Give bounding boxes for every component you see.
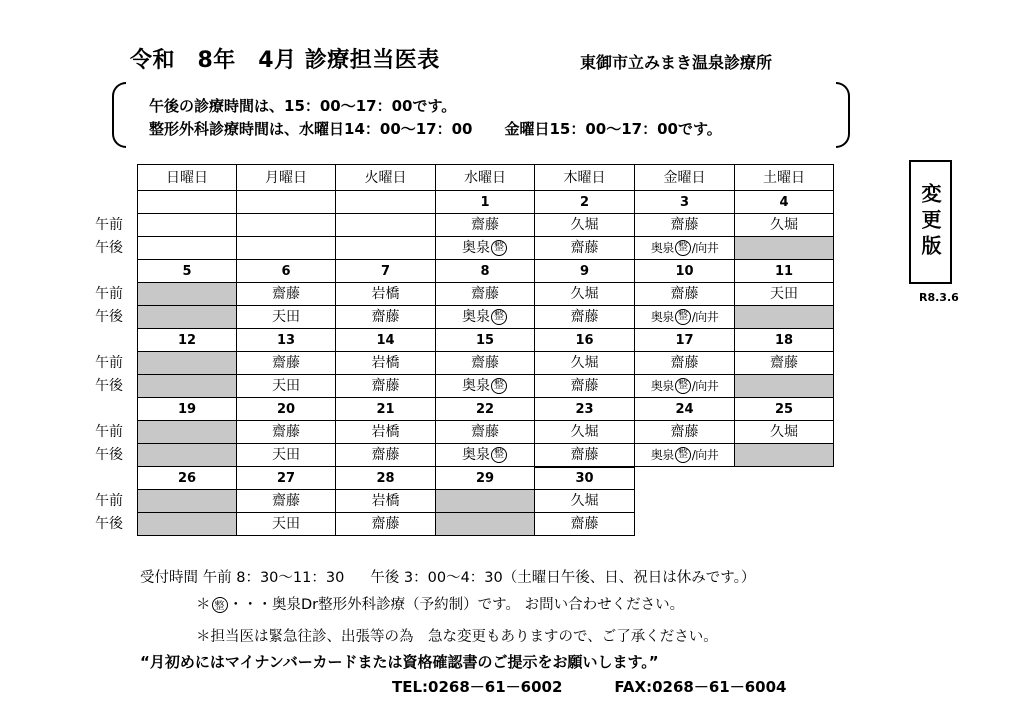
day-header: 水曜日 (436, 164, 535, 191)
morning-doctor-cell (336, 283, 436, 306)
afternoon-doctor-cell (237, 306, 336, 329)
doctor-name: 久堀 (570, 217, 599, 233)
second-doctor-name: /向井 (691, 241, 719, 255)
afternoon-doctor-cell (336, 237, 436, 260)
afternoon-row-label: 午後 (95, 240, 123, 256)
doctor-name: 天田 (272, 516, 300, 532)
closed-cell (137, 375, 237, 398)
reception-afternoon: 午後 3：00～4：30（土曜日午後、日、祝日は休みです。） (370, 570, 756, 586)
doctor-name: 齋藤 (471, 424, 499, 440)
morning-doctor-cell (237, 352, 336, 375)
morning-doctor-cell (735, 421, 834, 444)
doctor-name: 奥泉 (462, 309, 490, 325)
afternoon-doctor-cell (336, 306, 436, 329)
morning-doctor-cell (535, 214, 635, 237)
date-cell: 28 (336, 467, 436, 490)
date-cell: 25 (735, 398, 834, 421)
date-cell: 3 (635, 191, 735, 214)
seiki-circle-mark: 整 (675, 378, 691, 394)
date-cell: 27 (237, 467, 336, 490)
date-cell: 9 (535, 260, 635, 283)
reception-morning: 受付時間 午前 8：30～11：30 (140, 570, 345, 586)
revised-edition-badge (909, 160, 952, 284)
afternoon-doctor-cell (535, 375, 635, 398)
doctor-name: 齋藤 (272, 355, 300, 371)
doctor-name: 久堀 (570, 355, 599, 371)
seiki-circle-mark: 整 (491, 240, 507, 256)
afternoon-doctor-cell (436, 375, 535, 398)
morning-row-label: 午前 (95, 217, 123, 233)
doctor-name: 天田 (272, 309, 300, 325)
doctor-name: 奥泉 (650, 379, 674, 393)
note-asterisk: ＊ (196, 597, 211, 613)
doctor-name: 齋藤 (570, 516, 599, 532)
seiki-circle-mark: 整 (675, 240, 691, 256)
morning-doctor-cell (237, 490, 336, 513)
closed-cell (137, 283, 237, 306)
doctor-name: 岩橋 (371, 493, 400, 509)
contact-info (392, 676, 786, 697)
afternoon-doctor-cell (635, 444, 735, 467)
afternoon-doctor-cell (535, 237, 635, 260)
doctor-name: 齋藤 (371, 447, 400, 463)
date-cell: 15 (436, 329, 535, 352)
doctor-name: 天田 (272, 447, 300, 463)
morning-doctor-cell (735, 283, 834, 306)
morning-doctor-cell (237, 421, 336, 444)
date-cell: 1 (436, 191, 535, 214)
day-header: 金曜日 (635, 164, 735, 191)
day-header: 月曜日 (237, 164, 336, 191)
afternoon-hours-note: 午後の診療時間は、15：00～17：00です。 (149, 97, 457, 115)
morning-doctor-cell (735, 352, 834, 375)
afternoon-doctor-cell (635, 237, 735, 260)
morning-doctor-cell (535, 421, 635, 444)
revised-edition-label: 変更版 (918, 183, 942, 261)
date-cell: 5 (137, 260, 237, 283)
date-cell: 7 (336, 260, 436, 283)
doctor-name: 齋藤 (272, 493, 300, 509)
morning-doctor-cell (237, 214, 336, 237)
morning-doctor-cell (336, 352, 436, 375)
date-cell: 29 (436, 467, 535, 490)
date-cell: 14 (336, 329, 436, 352)
afternoon-doctor-cell (635, 375, 735, 398)
doctor-name: 齋藤 (371, 516, 400, 532)
closed-cell (137, 444, 237, 467)
closed-cell (436, 513, 535, 536)
afternoon-doctor-cell (336, 513, 436, 536)
morning-doctor-cell (137, 214, 237, 237)
doctor-name: 久堀 (770, 424, 798, 440)
doctor-name: 奥泉 (650, 241, 674, 255)
seiki-circle-mark: 整 (212, 597, 228, 613)
afternoon-doctor-cell (436, 306, 535, 329)
fax-number: FAX:0268－61－6004 (614, 678, 787, 696)
doctor-name: 齋藤 (770, 355, 798, 371)
morning-doctor-cell (436, 352, 535, 375)
day-header: 土曜日 (735, 164, 834, 191)
morning-doctor-cell (336, 214, 436, 237)
doctor-name: 齋藤 (471, 355, 499, 371)
afternoon-doctor-cell (635, 306, 735, 329)
doctor-name: 天田 (770, 286, 798, 302)
date-cell: 19 (137, 398, 237, 421)
doctor-name: 久堀 (570, 424, 599, 440)
seiki-circle-mark: 整 (491, 378, 507, 394)
orthopedic-wednesday-hours: 整形外科診療時間は、水曜日14：00～17：00 (149, 120, 473, 138)
morning-doctor-cell (635, 214, 735, 237)
morning-doctor-cell (735, 214, 834, 237)
closed-cell (735, 237, 834, 260)
date-cell: 8 (436, 260, 535, 283)
morning-row-label: 午前 (95, 424, 123, 440)
closed-cell (137, 490, 237, 513)
date-cell: 6 (237, 260, 336, 283)
date-cell: 2 (535, 191, 635, 214)
morning-doctor-cell (635, 283, 735, 306)
reception-hours (140, 566, 755, 587)
morning-doctor-cell (436, 214, 535, 237)
afternoon-row-label: 午後 (95, 309, 123, 325)
revision-date: R8.3.6 (919, 291, 959, 304)
seiki-circle-mark: 整 (491, 309, 507, 325)
doctor-name: 齋藤 (670, 424, 699, 440)
day-header: 木曜日 (535, 164, 635, 191)
doctor-name: 久堀 (570, 493, 599, 509)
doctor-name: 齋藤 (670, 286, 699, 302)
insurance-card-notice: “月初めにはマイナンバーカードまたは資格確認書のご提示をお願いします。” (140, 653, 659, 671)
morning-doctor-cell (436, 421, 535, 444)
date-cell (336, 191, 436, 214)
doctor-name: 奥泉 (462, 378, 490, 394)
date-cell: 4 (735, 191, 834, 214)
doctor-name: 天田 (272, 378, 300, 394)
closed-cell (735, 306, 834, 329)
closed-cell (436, 490, 535, 513)
afternoon-doctor-cell (436, 444, 535, 467)
morning-row-label: 午前 (95, 493, 123, 509)
doctor-name: 齋藤 (272, 424, 300, 440)
afternoon-row-label: 午後 (95, 378, 123, 394)
closed-cell (137, 513, 237, 536)
date-cell: 20 (237, 398, 336, 421)
morning-doctor-cell (535, 490, 635, 513)
afternoon-doctor-cell (237, 237, 336, 260)
afternoon-doctor-cell (436, 237, 535, 260)
seiki-circle-mark: 整 (675, 309, 691, 325)
doctor-name: 齋藤 (570, 240, 599, 256)
date-cell: 12 (137, 329, 237, 352)
morning-doctor-cell (336, 490, 436, 513)
doctor-name: 奥泉 (462, 447, 490, 463)
date-cell: 18 (735, 329, 834, 352)
change-notice: ＊担当医は緊急往診、出張等の為 急な変更もありますので、ご了承ください。 (196, 629, 718, 645)
date-cell: 26 (137, 467, 237, 490)
date-cell (237, 191, 336, 214)
afternoon-doctor-cell (336, 444, 436, 467)
date-cell: 21 (336, 398, 436, 421)
doctor-name: 齋藤 (670, 217, 699, 233)
doctor-name: 齋藤 (670, 355, 699, 371)
morning-doctor-cell (635, 421, 735, 444)
afternoon-row-label: 午後 (95, 447, 123, 463)
tel-number: TEL:0268－61－6002 (392, 678, 563, 696)
doctor-name: 岩橋 (371, 286, 400, 302)
seiki-circle-mark: 整 (491, 447, 507, 463)
date-cell: 30 (535, 467, 635, 490)
seiki-mark-explanation: ・・・奥泉Dr整形外科診療（予約制）です。 お問い合わせください。 (228, 597, 685, 613)
afternoon-doctor-cell (237, 444, 336, 467)
doctor-name: 久堀 (770, 217, 798, 233)
page-title: 令和 8年 4月 診療担当医表 (130, 48, 440, 73)
date-cell: 17 (635, 329, 735, 352)
seiki-circle-mark: 整 (675, 447, 691, 463)
clinic-name: 東御市立みまき温泉診療所 (580, 53, 773, 72)
doctor-name: 岩橋 (371, 424, 400, 440)
afternoon-doctor-cell (535, 306, 635, 329)
afternoon-row-label: 午後 (95, 516, 123, 532)
afternoon-doctor-cell (137, 237, 237, 260)
closed-cell (735, 375, 834, 398)
date-cell: 11 (735, 260, 834, 283)
date-cell: 24 (635, 398, 735, 421)
date-cell: 23 (535, 398, 635, 421)
doctor-name: 久堀 (570, 286, 599, 302)
closed-cell (137, 306, 237, 329)
date-cell: 22 (436, 398, 535, 421)
afternoon-doctor-cell (336, 375, 436, 398)
afternoon-doctor-cell (535, 513, 635, 536)
doctor-name: 奥泉 (650, 448, 674, 462)
afternoon-doctor-cell (237, 375, 336, 398)
morning-doctor-cell (436, 283, 535, 306)
date-cell: 10 (635, 260, 735, 283)
doctor-name: 齋藤 (570, 378, 599, 394)
morning-row-label: 午前 (95, 286, 123, 302)
date-cell (137, 191, 237, 214)
doctor-name: 齋藤 (570, 309, 599, 325)
doctor-name: 齋藤 (471, 286, 499, 302)
doctor-name: 齋藤 (371, 378, 400, 394)
morning-doctor-cell (635, 352, 735, 375)
doctor-name: 奥泉 (462, 240, 490, 256)
morning-row-label: 午前 (95, 355, 123, 371)
afternoon-doctor-cell (237, 513, 336, 536)
seiki-mark-note (196, 593, 684, 614)
doctor-name: 齋藤 (272, 286, 300, 302)
date-cell: 13 (237, 329, 336, 352)
day-header: 日曜日 (137, 164, 237, 191)
closed-cell (137, 352, 237, 375)
second-doctor-name: /向井 (691, 379, 719, 393)
doctor-name: 齋藤 (471, 217, 499, 233)
morning-doctor-cell (535, 283, 635, 306)
closed-cell (735, 444, 834, 467)
doctor-name: 齋藤 (371, 309, 400, 325)
morning-doctor-cell (535, 352, 635, 375)
afternoon-doctor-cell (535, 444, 635, 467)
day-header: 火曜日 (336, 164, 436, 191)
date-cell: 16 (535, 329, 635, 352)
orthopedic-friday-hours: 金曜日15：00～17：00です。 (504, 120, 722, 138)
doctor-name: 奥泉 (650, 310, 674, 324)
second-doctor-name: /向井 (691, 310, 719, 324)
morning-doctor-cell (336, 421, 436, 444)
doctor-name: 齋藤 (570, 447, 599, 463)
morning-doctor-cell (237, 283, 336, 306)
doctor-name: 岩橋 (371, 355, 400, 371)
closed-cell (137, 421, 237, 444)
second-doctor-name: /向井 (691, 448, 719, 462)
